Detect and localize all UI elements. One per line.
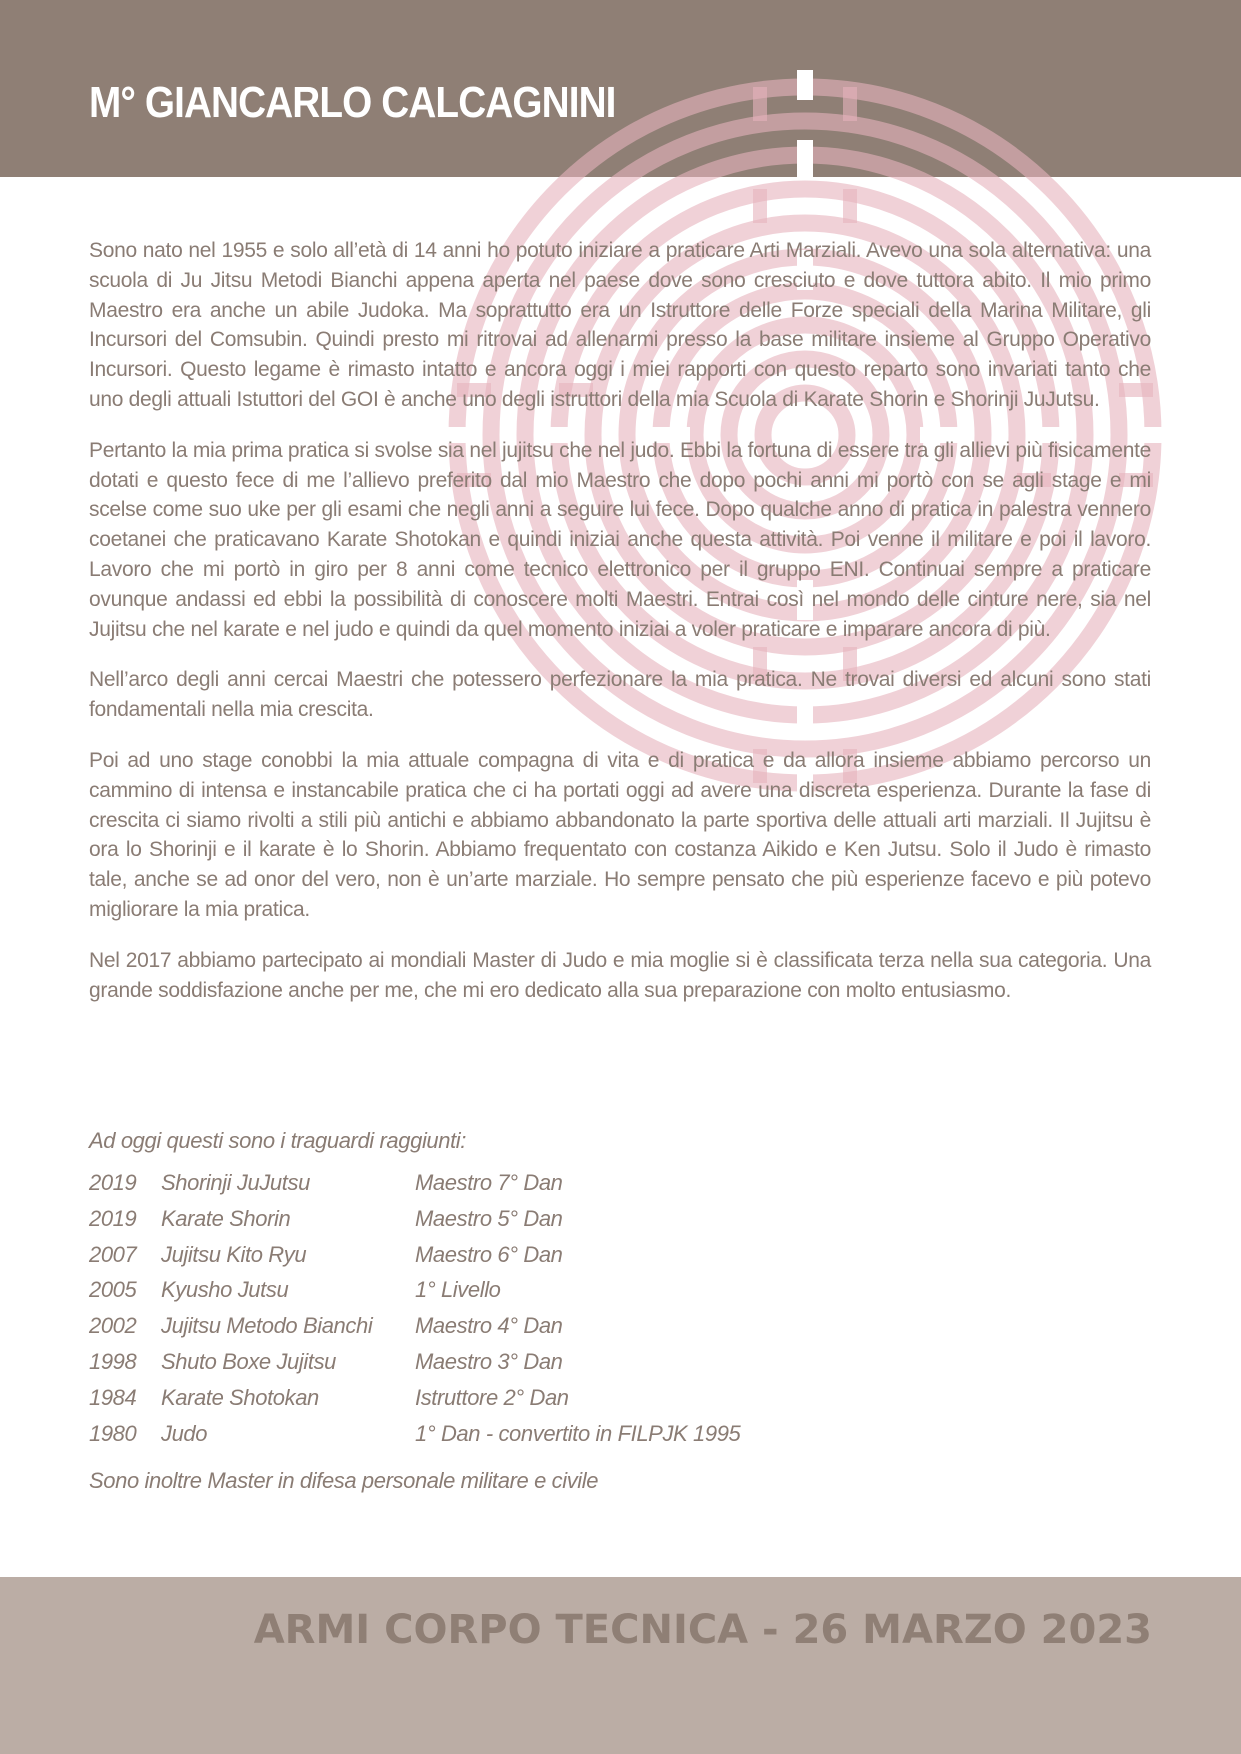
achievement-grade: Maestro 3° Dan — [415, 1348, 563, 1374]
achievement-row — [89, 1385, 989, 1421]
footer-event-title: ARMI CORPO TECNICA - 26 MARZO 2023 — [253, 1607, 1152, 1653]
achievement-discipline: Shorinji JuJutsu — [161, 1170, 310, 1195]
achievement-row — [89, 1349, 989, 1385]
paragraph: Pertanto la mia prima pratica si svolse sia nel jujitsu che nel judo. Ebbi la fortuna di essere tra gli allievi più fisicamente dotati e questo fece di me l’allievo preferito dal mio Maestro che dopo pochi anni mi portò con se agli stage e mi scelse come suo uke per gli esami che negli anni a seguire lui fece. Dopo qualche anno di pratica in palestra vennero coetanei che praticavano Karate Shotokan e quindi iniziai anche questa attività. Poi venne il militare e poi il lavoro. Lavoro che mi portò in giro per 8 anni come tecnico elettronico per il gruppo ENI. Continuai sempre a praticare ovunque andassi ed ebbi la possibilità di conoscere molti Maestri. Entrai così nel mondo delle cinture nere, sia nel Jujitsu che nel karate e nel judo e quindi da quel momento iniziai a voler praticare e imparare ancora di più. — [89, 438, 1151, 641]
paragraph: Nell’arco degli anni cercai Maestri che potessero perfezionare la mia pratica. Ne trovai diversi ed alcuni sono stati fondamentali nella mia crescita. — [89, 668, 1151, 722]
achievement-discipline: Jujitsu Kito Ryu — [161, 1241, 307, 1267]
achievement-grade: Istruttore 2° Dan — [415, 1384, 569, 1410]
achievement-row — [89, 1277, 989, 1313]
achievement-discipline: Jujitsu Metodo Bianchi — [161, 1313, 373, 1339]
achievement-row — [89, 1421, 989, 1457]
achievements-list — [89, 1128, 989, 1494]
achievement-discipline: Judo — [161, 1420, 208, 1446]
achievement-year: 2019 — [89, 1170, 137, 1195]
achievement-discipline: Shuto Boxe Jujitsu — [161, 1348, 337, 1374]
achievement-grade: 1° Dan - convertito in FILPJK 1995 — [415, 1420, 741, 1446]
achievement-discipline: Karate Shorin — [161, 1205, 291, 1231]
achievement-grade: 1° Livello — [415, 1277, 501, 1303]
achievement-grade: Maestro 7° Dan — [415, 1170, 563, 1195]
achievement-year: 1980 — [89, 1420, 137, 1446]
achievement-row — [89, 1170, 989, 1206]
paragraph: Poi ad uno stage conobbi la mia attuale compagna di vita e di pratica e da allora insieme abbiamo percorso un cammino di intensa e instancabile pratica che ci ha portati oggi ad avere una discreta esperienza. Durante la fase di crescita ci siamo rivolti a stili più antichi e abbiamo abbandonato la parte sportiva delle attuali arti marziali. Il Jujitsu è ora lo Shorinji e il karate è lo Shorin. Abbiamo frequentato con costanza Aikido e Ken Jutsu. Solo il Judo è rimasto tale, anche se ad onor del vero, non è un’arte marziale. Ho sempre pensato che più esperienze facevo e più potevo migliorare la mia pratica. — [89, 748, 1151, 921]
achievement-year: 1998 — [89, 1348, 137, 1374]
achievement-row — [89, 1242, 989, 1278]
page-title: M° GIANCARLO CALCAGNINI — [89, 78, 616, 127]
paragraph: Nel 2017 abbiamo partecipato ai mondiali Master di Judo e mia moglie si è classificata terza nella sua categoria. Una grande soddisfazione anche per me, che mi ero dedicato alla sua preparazione con molto entusiasmo. — [89, 948, 1151, 1002]
paragraph: Sono nato nel 1955 e solo all’età di 14 anni ho potuto iniziare a praticare Arti Marziali. Avevo una sola alternativa: una scuola di Ju Jitsu Metodi Bianchi appena aperta nel paese dove sono cresciuto e dove tuttora abito. Il mio primo Maestro era anche un abile Judoka. Ma soprattutto era un Istruttore delle Forze speciali della Marina Militare, gli Incursori del Comsubin. Quindi presto mi ritrovai ad allenarmi presso la base militare insieme al Gruppo Operativo Incursori. Questo legame è rimasto intatto e ancora oggi i miei rapporti con questo reparto sono invariati tanto che uno degli attuali Istuttori del GOI è anche uno degli istruttori della mia Scuola di Karate Shorin e Shorinji JuJutsu. — [89, 239, 1151, 411]
achievement-row — [89, 1313, 989, 1349]
achievement-grade: Maestro 6° Dan — [415, 1241, 563, 1267]
achievement-year: 2007 — [89, 1241, 137, 1267]
achievement-grade: Maestro 5° Dan — [415, 1205, 563, 1231]
biography-body — [89, 236, 1151, 1026]
achievements-outro: Sono inoltre Master in difesa personale militare e civile — [89, 1468, 599, 1494]
page-header — [0, 0, 1241, 177]
achievement-grade: Maestro 4° Dan — [415, 1313, 563, 1339]
page-footer — [0, 1577, 1241, 1754]
achievement-year: 2019 — [89, 1205, 137, 1231]
achievement-year: 1984 — [89, 1384, 137, 1410]
achievement-discipline: Karate Shotokan — [161, 1384, 319, 1410]
achievement-year: 2002 — [89, 1313, 137, 1339]
achievement-row — [89, 1206, 989, 1242]
achievement-year: 2005 — [89, 1277, 137, 1303]
achievements-intro: Ad oggi questi sono i traguardi raggiunti: — [89, 1128, 467, 1153]
achievement-discipline: Kyusho Jutsu — [161, 1277, 289, 1303]
